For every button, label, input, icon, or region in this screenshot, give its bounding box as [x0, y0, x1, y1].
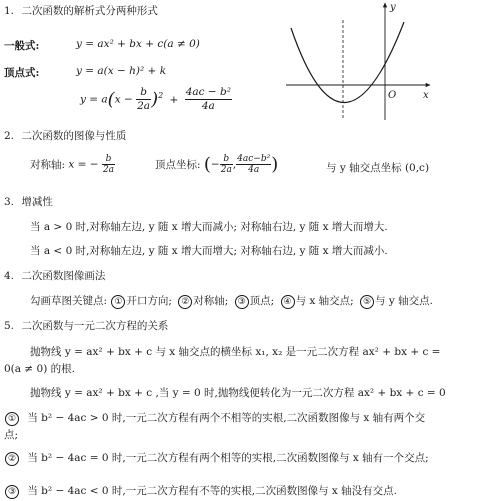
frac-denominator: 2a	[137, 100, 151, 112]
y-intercept-text: 与 y 轴交点坐标 (0,c)	[326, 162, 430, 174]
case-3-text: 当 b² − 4ac < 0 时,一元二次方程有不等的实根,二次函数图像与 x 轴没有交点.	[27, 485, 398, 497]
graph-origin-label: O	[388, 90, 397, 101]
expanded-vertex-formula	[80, 86, 232, 113]
section-3-number: 3.	[4, 196, 15, 208]
expanded-x: x −	[114, 93, 133, 106]
increase-decrease-case-a-positive: 当 a > 0 时,对称轴左边, y 随 x 增大而减小; 对称轴右边, y 随 x 增大而增大.	[30, 221, 388, 233]
section-1-title: 二次函数的解析式分两种形式	[21, 5, 158, 17]
circled-3: ③	[235, 295, 249, 309]
parabola-graph	[286, 0, 436, 122]
b-over-2a-fraction	[136, 86, 151, 113]
section-2-number: 2.	[4, 130, 15, 142]
section-2-heading	[4, 128, 126, 143]
section-2-title: 二次函数的图像与性质	[21, 130, 127, 142]
key-point-4: 与 x 轴交点;	[295, 295, 354, 307]
section-1-number: 1.	[4, 5, 15, 17]
frac-denominator-2: 4a	[201, 100, 215, 112]
section-5-number: 5.	[4, 320, 15, 332]
vc-frac-2	[236, 154, 271, 175]
vc-frac-1	[220, 154, 233, 175]
section-4-heading	[4, 268, 105, 283]
axis-eq: x = −	[68, 158, 99, 171]
section-3-heading	[4, 194, 53, 209]
key-point-2: 对称轴;	[193, 295, 229, 307]
section-5-heading	[4, 318, 168, 333]
expanded-lhs: y = a	[80, 93, 108, 106]
case-3-mark: ③	[5, 485, 19, 499]
section-3-title: 增减性	[21, 196, 53, 208]
vertex-form-label: 顶点式:	[4, 67, 40, 79]
discriminant-negative-case	[4, 483, 397, 499]
axis-of-symmetry-formula	[30, 154, 115, 175]
key-point-5: 与 y 轴交点.	[375, 295, 433, 307]
axis-fraction	[102, 154, 115, 175]
relation-line-1b: 0(a ≠ 0) 的根.	[4, 363, 75, 375]
circled-1: ①	[111, 295, 125, 309]
case-1-mark: ①	[5, 412, 19, 426]
general-form-label: 一般式:	[4, 40, 40, 52]
graph-x-label: x	[423, 90, 429, 101]
section-5-title: 二次函数与一元二次方程的关系	[21, 320, 169, 332]
vc-n1: b	[220, 154, 233, 165]
vc-right-paren: )	[271, 154, 279, 175]
axis-den: 2a	[102, 165, 115, 175]
vc-n2: 4ac−b²	[237, 154, 271, 164]
4ac-minus-b2-over-4a-fraction	[185, 86, 232, 113]
case-2-mark: ②	[5, 452, 19, 466]
section-4-number: 4.	[4, 270, 15, 282]
drawing-lead: 勾画草图关键点:	[30, 295, 108, 307]
left-paren: (	[107, 89, 115, 110]
square-exponent: 2	[158, 91, 164, 100]
axis-num: b	[102, 154, 115, 165]
case-2-text: 当 b² − 4ac = 0 时,一元二次方程有两个相等的实根,二次函数图像与 x 轴有一个交点;	[27, 452, 429, 464]
vertex-coordinate-formula	[155, 154, 278, 175]
key-point-3: 顶点;	[249, 295, 275, 307]
circled-2: ②	[178, 295, 192, 309]
increase-decrease-case-a-negative: 当 a < 0 时,对称轴左边, y 随 x 增大而增大; 对称轴右边, y 随 x 增大而减小.	[30, 245, 388, 257]
section-1-heading	[4, 3, 158, 18]
circled-5: ⑤	[360, 295, 374, 309]
discriminant-zero-case	[4, 450, 429, 466]
vertex-form-formula: y = a(x − h)² + k	[76, 65, 167, 77]
key-point-1: 开口方向;	[126, 295, 172, 307]
circled-4: ④	[281, 295, 295, 309]
vertex-coord-label: 顶点坐标:	[155, 159, 201, 171]
graph-y-label: y	[390, 2, 396, 13]
right-paren: )	[151, 89, 159, 110]
relation-line-2: 抛物线 y = ax² + bx + c ,当 y = 0 时,抛物线便转化为一元二次方程 ax² + bx + c = 0	[30, 387, 446, 399]
frac-numerator-2: 4ac − b²	[185, 86, 231, 98]
section-4-title: 二次函数图像画法	[21, 270, 106, 282]
vc-d2: 4a	[248, 165, 260, 175]
relation-line-1a: 抛物线 y = ax² + bx + c 与 x 轴交点的横坐标 x₁, x₂ 是一元二次方程 ax² + bx + c =	[30, 346, 441, 358]
case-1-text: 当 b² − 4ac > 0 时,一元二次方程有两个不相等的实根,二次函数图像与 x 轴有两个交	[27, 412, 426, 424]
vc-d1: 2a	[220, 165, 232, 175]
axis-label: 对称轴:	[30, 159, 66, 171]
frac-numerator: b	[136, 86, 151, 100]
general-form-formula: y = ax² + bx + c(a ≠ 0)	[76, 38, 200, 50]
plus-sign: +	[169, 93, 179, 106]
case-1-continuation: 点;	[4, 429, 19, 441]
vc-comma: ,	[232, 158, 237, 171]
discriminant-positive-case	[4, 410, 425, 426]
vc-left-paren: (	[203, 154, 211, 175]
drawing-key-points	[30, 293, 433, 309]
vc-neg: −	[210, 158, 220, 171]
